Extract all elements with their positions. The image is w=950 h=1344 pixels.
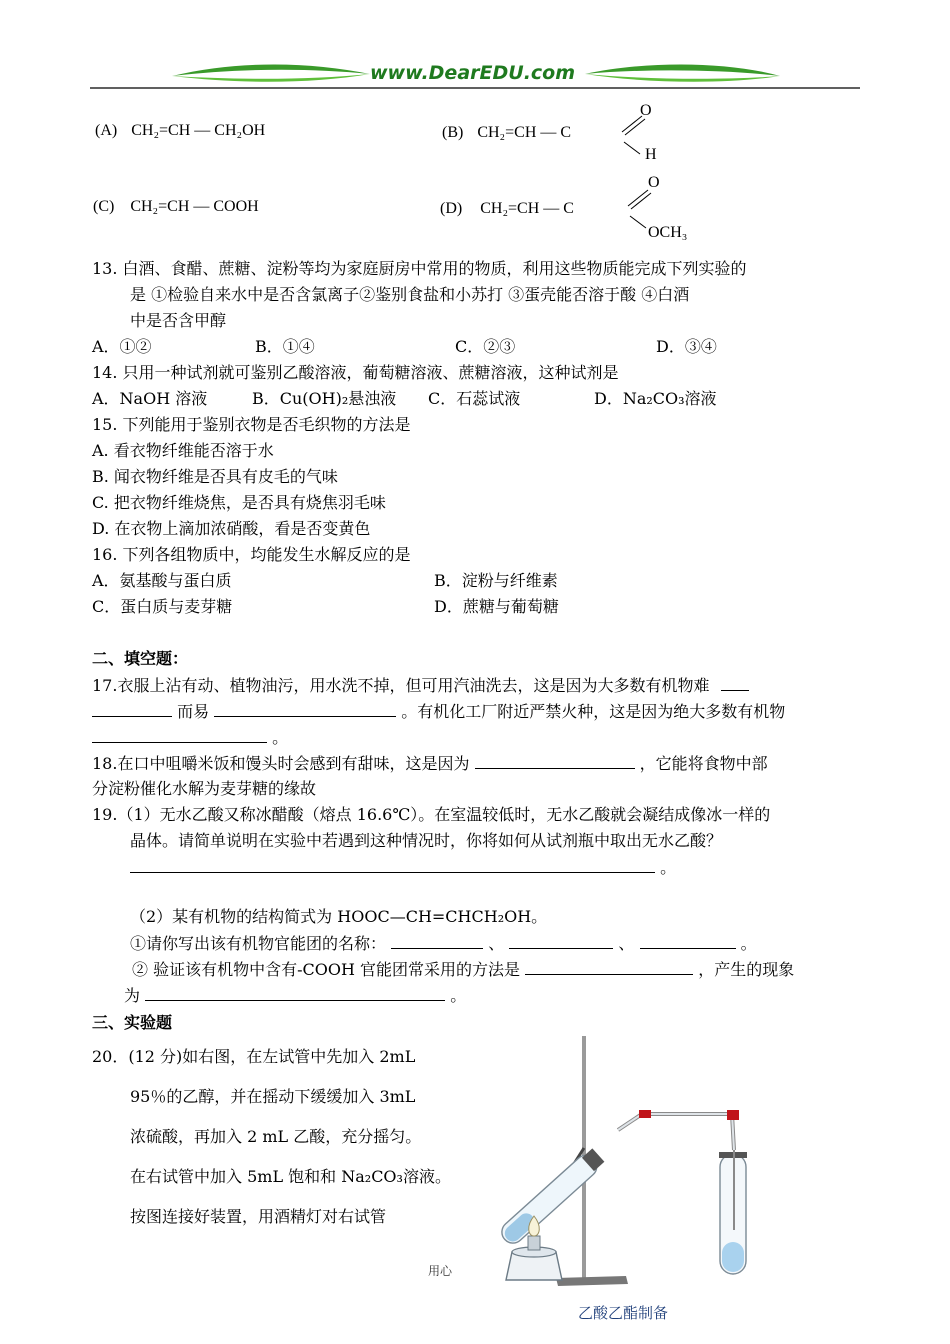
- header-banner: [90, 58, 860, 92]
- question-15-option-d: D. 在衣物上滴加浓硝酸，看是否变黄色: [92, 519, 371, 538]
- structural-formula: CH₂=CH — COOH: [130, 198, 259, 215]
- left-test-tube: [500, 1147, 606, 1248]
- question-18-line-2: 分淀粉催化水解为麦芽糖的缘故: [92, 779, 317, 798]
- question-20-line-1: 20．(12 分)如右图，在左试管中先加入 2mL: [92, 1047, 416, 1066]
- structural-formula: CH₂=CH — C: [480, 200, 574, 217]
- question-16-option-d: D．蔗糖与葡萄糖: [434, 597, 559, 616]
- question-15-stem: 15. 下列能用于鉴别衣物是否毛织物的方法是: [92, 415, 411, 434]
- question-20-line-5: 按图连接好装置，用酒精灯对右试管: [130, 1207, 387, 1226]
- separator: 、: [618, 934, 635, 953]
- question-15-option-a: A. 看衣物纤维能否溶于水: [92, 441, 274, 460]
- oxygen-atom: O: [648, 174, 660, 191]
- option-label: (B): [442, 124, 464, 141]
- figure-caption: 乙酸乙酯制备: [578, 1304, 669, 1322]
- question-13-option-b: B．①④: [255, 337, 315, 356]
- structural-formula: CH₂=CH — C: [477, 124, 572, 141]
- answer-blank[interactable]: [130, 856, 655, 873]
- question-18-text-2: ，它能将食物中部: [639, 754, 768, 773]
- section-3-title: 三、实验题: [92, 1013, 173, 1032]
- question-18-text-1: 18.在口中咀嚼米饭和馒头时会感到有甜味，这是因为: [92, 754, 470, 773]
- ester-preparation-apparatus: [500, 1030, 770, 1300]
- hydrogen-atom: H: [645, 146, 657, 163]
- answer-blank[interactable]: [92, 700, 172, 717]
- question-17-line-1: [92, 674, 749, 697]
- question-19-line-3: [130, 856, 676, 879]
- answer-blank[interactable]: [475, 752, 635, 769]
- answer-blank[interactable]: [145, 984, 445, 1001]
- answer-blank[interactable]: [391, 932, 483, 949]
- right-test-tube: [719, 1150, 747, 1274]
- answer-blank[interactable]: [92, 726, 267, 743]
- question-15-option-c: C. 把衣物纤维烧焦，是否具有烧焦羽毛味: [92, 493, 386, 512]
- question-19-part-2-2: [132, 958, 794, 981]
- question-19-part-2-3: [124, 984, 466, 1007]
- option-12-b: [442, 102, 682, 174]
- question-18-line-1: [92, 752, 768, 775]
- question-15-option-b: B. 闻衣物纤维是否具有皮毛的气味: [92, 467, 338, 486]
- question-19-line-2: 晶体。请简单说明在实验中若遇到这种情况时，你将如何从试剂瓶中取出无水乙酸？: [130, 831, 723, 850]
- stand-base: [556, 1276, 628, 1286]
- question-16-stem: 16. 下列各组物质中，均能发生水解反应的是: [92, 545, 411, 564]
- question-13-option-c: C．②③: [455, 337, 516, 356]
- question-17-line-2: [92, 700, 785, 723]
- question-19-text: ，产生的现象: [698, 960, 795, 979]
- option-label: (A): [95, 122, 118, 139]
- option-label: (C): [93, 198, 115, 215]
- rubber-connector: [639, 1110, 651, 1118]
- question-13-line-2: 是 ①检验自来水中是否含氯离子②鉴别食盐和小苏打 ③蛋壳能否溶于酸 ④白酒: [130, 285, 690, 304]
- question-13-line-3: 中是否含甲醇: [130, 311, 227, 330]
- question-17-line-3: [92, 726, 288, 749]
- question-19-text: 为: [124, 986, 141, 1005]
- question-14-option-c: C．石蕊试液: [428, 389, 521, 408]
- question-16-option-c: C．蛋白质与麦芽糖: [92, 597, 233, 616]
- footer-text: 用心: [428, 1264, 453, 1278]
- period: 。: [272, 728, 289, 747]
- question-20-line-2: 95％的乙醇，并在摇动下缓缓加入 3mL: [130, 1087, 416, 1106]
- question-14-option-a: A．NaOH 溶液: [92, 389, 208, 408]
- question-20-line-4: 在右试管中加入 5mL 饱和和 Na₂CO₃溶液。: [130, 1167, 451, 1186]
- question-17-text-1: 17.衣服上沾有动、植物油污，用水洗不掉，但可用汽油洗去，这是因为大多数有机物难: [92, 676, 710, 695]
- question-19-part-2-1: [130, 932, 757, 955]
- question-19-text: ② 验证该有机物中含有-COOH 官能团常采用的方法是: [132, 960, 521, 979]
- question-19-line-1: 19.（1）无水乙酸又称冰醋酸（熔点 16.6℃）。在室温较低时，无水乙酸就会凝结成像冰一样的: [92, 805, 771, 824]
- bond-lines: [618, 182, 658, 234]
- option-label: (D): [440, 200, 463, 217]
- question-14-option-b: B．Cu(OH)₂悬浊液: [252, 389, 397, 408]
- question-17-text-2: 而易: [177, 702, 210, 721]
- question-19-text: ①请你写出该有机物官能团的名称：: [130, 934, 387, 953]
- question-14-stem: 14. 只用一种试剂就可鉴别乙酸溶液，葡萄糖溶液、蔗糖溶液，这种试剂是: [92, 363, 619, 382]
- answer-blank[interactable]: [721, 674, 749, 691]
- separator: 、: [488, 934, 505, 953]
- period: 。: [450, 986, 467, 1005]
- option-12-d: [440, 174, 720, 250]
- question-13-option-a: A．①②: [92, 337, 152, 356]
- question-19-part-2: （2）某有机物的结构简式为 HOOC—CH=CHCH₂OH。: [130, 907, 548, 926]
- option-12-c: [93, 198, 259, 216]
- question-13-option-d: D．③④: [656, 337, 717, 356]
- site-logo-text: www.DearEDU.com: [370, 62, 576, 84]
- question-17-text-3: 。有机化工厂附近严禁火种，这是因为绝大多数有机物: [401, 702, 786, 721]
- period: 。: [740, 934, 757, 953]
- question-13-line-1: 13. 白酒、食醋、蔗糖、淀粉等均为家庭厨房中常用的物质，利用这些物质能完成下列实验的: [92, 259, 747, 278]
- period: 。: [660, 858, 677, 877]
- structural-formula: CH₂=CH — CH₂OH: [131, 122, 266, 139]
- question-16-option-a: A．氨基酸与蛋白质: [92, 571, 232, 590]
- question-20-line-3: 浓硫酸，再加入 2 mL 乙酸，充分摇匀。: [130, 1127, 422, 1146]
- methoxy-group: OCH₃: [648, 224, 688, 241]
- question-16-option-b: B．淀粉与纤维素: [434, 571, 558, 590]
- question-14-option-d: D．Na₂CO₃溶液: [594, 389, 717, 408]
- answer-blank[interactable]: [525, 958, 693, 975]
- oxygen-atom: O: [640, 102, 652, 119]
- section-2-title: 二、填空题：: [92, 649, 189, 668]
- rubber-connector: [727, 1110, 739, 1120]
- answer-blank[interactable]: [509, 932, 613, 949]
- answer-blank[interactable]: [214, 700, 396, 717]
- apparatus-figure: [500, 1030, 770, 1300]
- bond-lines: [612, 110, 652, 160]
- answer-blank[interactable]: [640, 932, 736, 949]
- option-12-a: [95, 122, 265, 140]
